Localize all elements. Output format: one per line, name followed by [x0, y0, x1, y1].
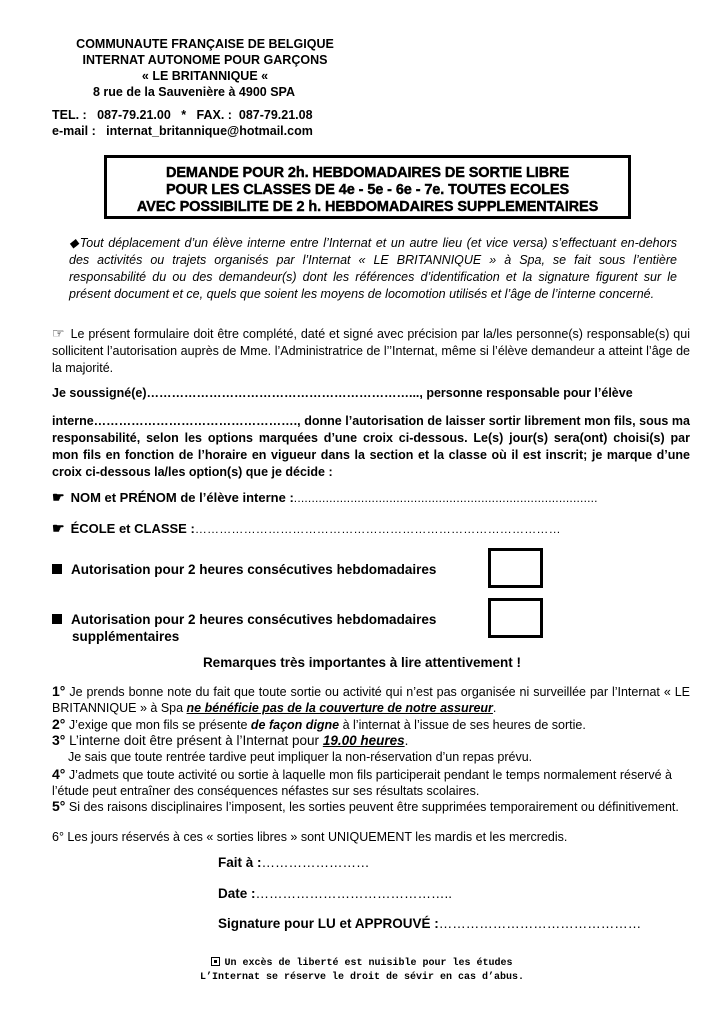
- undersigned-field[interactable]: Je soussigné(e)………………………………………………………..., personne responsable pour l’élève: [52, 386, 633, 400]
- remark-2-number: 2°: [52, 716, 66, 732]
- remark-3-sub: Je sais que toute rentrée tardive peut impliquer la non-réservation d’un repas prévu.: [68, 750, 533, 764]
- date-field[interactable]: [218, 886, 452, 901]
- contact-phone: TEL. : 087-79.21.00 * FAX. : 087-79.21.08: [52, 108, 313, 122]
- header-line-2: INTERNAT AUTONOME POUR GARÇONS: [82, 53, 328, 67]
- contact-block: [52, 107, 313, 139]
- diamond-bullet-icon: ◆: [69, 236, 80, 250]
- place-field[interactable]: [218, 855, 370, 870]
- school-class-label: ÉCOLE et CLASSE :: [70, 521, 195, 536]
- signature-dots[interactable]: ………………………………………: [438, 916, 642, 931]
- pointing-hand-icon: ☞: [52, 325, 65, 341]
- pointing-hand-icon: ☛: [52, 520, 65, 536]
- remark-1-text: Je prends bonne note du fait que toute sortie ou activité qui n’est pas organisée ni surveillée par l’Internat « LE BRITANNIQUE » à Spa: [52, 685, 690, 715]
- checkbox-square-icon: [211, 957, 220, 966]
- footer-line-1: Un excès de liberté est nuisible pour les études: [224, 958, 513, 969]
- instructions-paragraph: [52, 325, 690, 377]
- remark-3-emphasis: 19.00 heures: [322, 733, 405, 748]
- remark-5: [52, 798, 690, 815]
- instructions-text: Le présent formulaire doit être complété, daté et signé avec précision par la/les personne(s) responsable(s) qui sollicitent l’autorisation auprès de Mme. l’Administratrice de l’’Internat, même si l’élève demandeur a atteint l’âge de la majorité.: [52, 327, 690, 375]
- option-supplementary-label-2: supplémentaires: [72, 629, 180, 644]
- remark-5-number: 5°: [52, 798, 66, 814]
- square-bullet-icon: [52, 564, 62, 574]
- remark-4: [52, 766, 672, 799]
- remark-1-number: 1°: [52, 683, 66, 699]
- signature-field[interactable]: [218, 916, 641, 931]
- place-label: Fait à :: [218, 855, 262, 870]
- student-name-label: NOM et PRÉNOM de l’élève interne :: [70, 490, 294, 505]
- option-standard-label: Autorisation pour 2 heures consécutives hebdomadaires: [71, 562, 437, 577]
- remark-3-end: .: [404, 733, 409, 748]
- contact-email: e-mail : internat_britannique@hotmail.com: [52, 124, 313, 138]
- remark-4-text: J’admets que toute activité ou sortie à laquelle mon fils participerait pendant le temps normalement réservé à l’étude peut entraîner des conséquences néfastes sur ses résultats scolaires.: [52, 768, 672, 798]
- option-standard: [52, 561, 436, 578]
- option-supplementary-checkbox[interactable]: [488, 598, 543, 638]
- remark-2-text: J’exige que mon fils se présente: [65, 718, 251, 732]
- remark-1-emphasis: ne bénéficie pas de la couverture de notre assureur: [186, 701, 493, 715]
- remark-5-text: Si des raisons disciplinaires l’imposent, les sorties peuvent être supprimées temporairement ou définitivement.: [65, 800, 679, 814]
- pointing-hand-icon: ☛: [52, 489, 65, 505]
- intro-paragraph: [69, 235, 677, 303]
- authorization-paragraph[interactable]: interne…………………………………………., donne l’autorisation de laisser sortir librement mon fils, sous ma responsabilité, selon les options marquées d’une croix ci-dessous. Le(s) jour(s) sera(ont) choisi(s) par mon fils en fonction de l’horaire en vigueur dans la section et la classe où il est inscrit; je marque d’une croix ci-dessous la/les option(s) que je décide :: [52, 414, 690, 479]
- header-line-3: « LE BRITANNIQUE «: [141, 69, 269, 83]
- remark-4-number: 4°: [52, 766, 66, 782]
- remark-1: [52, 683, 690, 716]
- remark-2: [52, 716, 690, 733]
- header-line-1: COMMUNAUTE FRANÇAISE DE BELGIQUE: [76, 37, 334, 51]
- remarks-title: Remarques très importantes à lire attentivement !: [202, 655, 522, 670]
- remark-3: [52, 732, 690, 749]
- title-line-2: POUR LES CLASSES DE 4e - 5e - 6e - 7e. TOUTES ECOLES: [165, 182, 570, 198]
- option-supplementary-label: Autorisation pour 2 heures consécutives hebdomadaires: [71, 612, 437, 627]
- form-title-box: [104, 155, 631, 219]
- school-header: [55, 36, 355, 100]
- remark-2-end: à l’internat à l’issue de ses heures de sortie.: [339, 718, 586, 732]
- remark-3-number: 3°: [52, 732, 66, 748]
- remark-1-end: .: [492, 701, 497, 715]
- title-line-3: AVEC POSSIBILITE DE 2 h. HEBDOMADAIRES SUPPLEMENTAIRES: [136, 199, 599, 215]
- intro-text: Tout déplacement d’un élève interne entre l’Internat et un autre lieu (et vice versa) s’effectuant en-dehors des activités ou trajets organisés par l’Internat « LE BRITANNIQUE » à Spa, se fait sous l’entière responsabilité du ou des demandeur(s) dont les références d’identification et la signature figurent sur le présent document et ce, quels que soient les moyens de locomotion utilisés et l’âge de l’interne concerné.: [69, 236, 677, 301]
- option-supplementary: [52, 611, 436, 645]
- school-class-field[interactable]: [52, 520, 561, 538]
- school-class-dots[interactable]: ………………………………………………………………………………: [194, 522, 561, 536]
- place-dots[interactable]: ……………………: [261, 855, 370, 870]
- date-dots[interactable]: ……………………………………..: [255, 886, 453, 901]
- student-name-field[interactable]: [52, 489, 598, 507]
- date-label: Date :: [218, 886, 256, 901]
- footer-note: [0, 957, 724, 985]
- remark-2-emphasis: de façon digne: [250, 718, 340, 732]
- signature-label: Signature pour LU et APPROUVÉ :: [218, 916, 439, 931]
- header-address: 8 rue de la Sauvenière à 4900 SPA: [93, 85, 295, 99]
- remark-3-text: L’interne doit être présent à l’Internat pour: [65, 733, 323, 748]
- student-name-dots[interactable]: ......................................................................................: [293, 491, 598, 505]
- title-line-1: DEMANDE POUR 2h. HEBDOMADAIRES DE SORTIE LIBRE: [165, 165, 570, 181]
- footer-line-2: L’Internat se réserve le droit de sévir en cas d’abus.: [199, 972, 525, 983]
- remark-6: 6° Les jours réservés à ces « sorties libres » sont UNIQUEMENT les mardis et les mercredis.: [52, 830, 568, 844]
- square-bullet-icon: [52, 614, 62, 624]
- option-standard-checkbox[interactable]: [488, 548, 543, 588]
